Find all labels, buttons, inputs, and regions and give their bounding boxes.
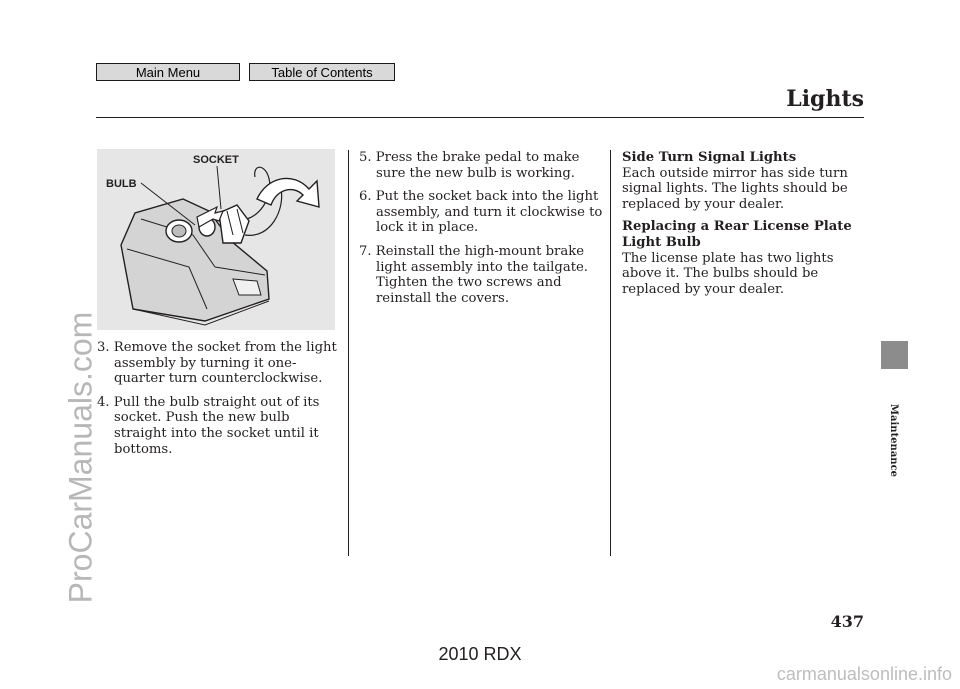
bulb-label: BULB [106,178,137,190]
watermark-left-text: ProCarManuals.com [62,311,99,603]
column-divider [610,150,611,556]
license-plate-heading-line2: Light Bulb [622,234,701,250]
license-plate-heading-line1: Replacing a Rear License Plate [622,219,852,235]
page-number: 437 [830,612,864,631]
light-assembly-drawing [97,149,335,330]
step-5: 5. Press the brake pedal to make sure the new bulb is working. [359,150,580,181]
right-column-text [622,150,858,304]
bulb-socket-illustration [97,149,335,330]
step-7: 7. Reinstall the high-mount brake light assembly into the tailgate. Tighten the two screws and reinstall the covers. [359,243,588,306]
section-title: Lights [786,86,864,112]
main-menu-button[interactable]: Main Menu [96,63,240,81]
step-6: 6. Put the socket back into the light assembly, and turn it clockwise to lock it in place. [359,189,603,236]
column-divider [348,150,349,556]
middle-column-text [359,150,604,314]
step-4: 4. Pull the bulb straight out of its socket. Push the new bulb straight into the socket until it bottoms. [97,394,320,457]
side-turn-signal-heading: Side Turn Signal Lights [622,150,797,165]
section-tab-label [874,380,914,500]
header-divider [96,117,864,118]
watermark-bottom: carmanualsonline.info [776,664,952,684]
left-column-text [97,340,342,465]
section-tab-text: Maintenance [888,403,900,477]
table-of-contents-button[interactable]: Table of Contents [249,63,395,81]
side-turn-signal-body: Each outside mirror has side turn signal lights. The lights should be replaced by your dealer. [622,165,848,212]
step-3: 3. Remove the socket from the light assembly by turning it one-quarter turn counterclockwise. [97,340,337,387]
section-tab-marker [881,341,908,369]
socket-label: SOCKET [193,154,239,166]
license-plate-body: The license plate has two lights above it. The bulbs should be replaced by your dealer. [622,250,834,297]
model-footer: 2010 RDX [438,644,522,664]
